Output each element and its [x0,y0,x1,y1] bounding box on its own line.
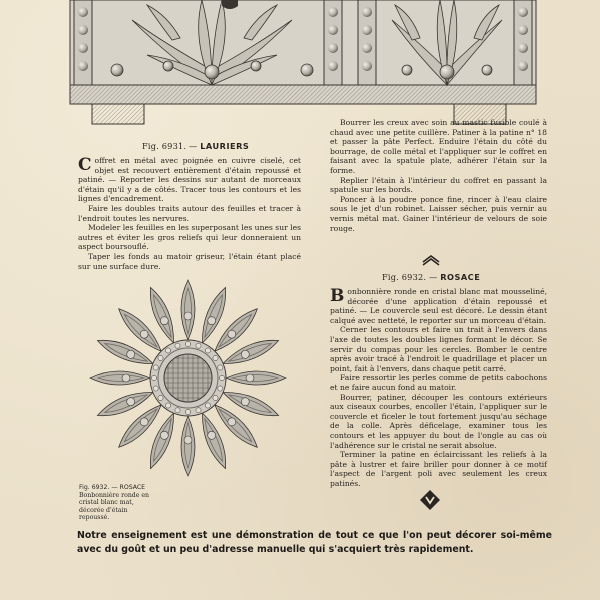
rosace-bead [153,365,158,370]
rosace-bead [213,395,218,400]
rosace-bead [158,395,163,400]
rosace-bead [213,355,218,360]
rosace-bead [218,365,223,370]
rosace-bead [205,348,210,353]
rosace-bead [196,343,201,348]
rosace-bead [205,403,210,408]
rosace-petal [90,371,150,385]
rosace-bead [219,375,224,380]
paragraph: Bourrer, patiner, découper les contours extérieurs aux ciseaux courbes, encoller l'étain, l'appliquer sur le couvercle et ficeler le tout fortement jusqu'au séchage de la colle. Après déficelage, examiner tous les contours et les appuyer du bout de l'ongle au cas où l'adhérence sur le cristal ne serait absolue. [330,392,547,450]
rosace-bead [151,375,156,380]
fig-number: Fig. 6932. — [382,272,438,282]
rosace-petal [226,371,286,385]
rosace-bead [175,408,180,413]
rosace-text [330,287,547,488]
rosace-bead [196,408,201,413]
paragraph: Poncer à la poudre ponce fine, rincer à l'eau claire sous le jet d'un robinet. Laisser sécher, puis vernir au vernis métal mat. Gainer l'intérieur de velours de soie rouge. [330,194,547,233]
fig-title: ROSACE [440,272,481,282]
rosace-bead [165,348,170,353]
paragraph: Terminer la patine en éclaircissant les reliefs à la pâte à lustrer et faire briller pour donner à ce motif l'aspect de l'argent poli avec seulement les creux patinés. [330,450,547,488]
small-caption-title: Fig. 6932. — ROSACE [79,484,146,491]
fig-6931-caption [142,141,249,151]
bead-column-mid-right [358,0,376,85]
paragraph: Modeler les feuilles en les superposant les unes sur les autres et éviter les gros reliefs qui leur donneraient un aspect boursouflé. [78,223,301,252]
paragraph: Bourrer les creux avec soin au mastic fusible coulé à chaud avec une petite cuillère. Patiner à la patine n° 18 et passer la pâte Perfect. Enduire l'étain du côté du bourrage, de colle métal et l'appliquer sur le coffret en faisant avec la spatule plate, adhérer l'étain sur la forme. [330,118,547,175]
drop-cap: B [330,286,345,306]
paragraph: Cerner les contours et faire un trait à l'envers dans l'axe de toutes les doubles lignes formant le décor. Se servir du compas pour les cercles. Bomber le centre après avoir tracé à l'endroit le quadrillage et placer un point, fait à l'envers, dans chaque petit carré. [330,325,547,373]
publisher-logo-icon [419,489,441,511]
paragraph: Replier l'étain à l'intérieur du coffret en passant la spatule sur les bords. [330,175,547,195]
rosace-petal [181,416,195,476]
footer-statement: Notre enseignement est une démonstration de tout ce que l'on peut décorer soi-même avec du goût et un peu d'adresse manuelle qui s'acquiert très rapidement. [77,530,552,555]
section-divider-icon [421,254,441,266]
bead-column-mid-left [324,0,342,85]
rosace-small-caption [79,484,159,522]
rosace-bead [175,343,180,348]
rosace-petal [181,280,195,340]
rosace-bead [165,403,170,408]
bead-column-left [74,0,92,85]
lauriers-engraving [62,0,544,125]
paragraph: Faire les doubles traits autour des feuilles et tracer à l'endroit toutes les nervures. [78,203,301,223]
rosace-bead [218,386,223,391]
fig-number: Fig. 6931. — [142,141,198,151]
paragraph-text: onbonnière ronde en cristal blanc mat mousseliné, décorée d'une application d'étain repoussé et patiné. — Le couvercle seul est décoré. Le dessin étant calqué avec netteté, le reporter sur un morceau d'étain. [330,287,547,325]
lauriers-text [78,156,301,271]
paragraph [330,287,547,325]
small-caption-body: Bonbonnière ronde en cristal blanc mat, décorée d'étain repoussé. [79,491,150,522]
paragraph: Taper les fonds au matoir griseur, l'étain étant placé sur une surface dure. [78,251,301,271]
bead-column-right [514,0,532,85]
rosace-bead [158,355,163,360]
rosace-bead [185,409,190,414]
rosace-illustration [88,278,288,478]
paragraph: Faire ressortir les perles comme de petits cabochons et ne faire aucun fond au matoir. [330,373,547,392]
paragraph-text: offret en métal avec poignée en cuivre ciselé, cet objet est recouvert entièrement d'étain repoussé et patiné. — Reporter les dessins sur autant de morceaux d'étain qu'il y a de côtés. Tracer tous les contours et les lignes d'encadrement. [78,156,301,204]
drop-cap: C [78,155,92,175]
paragraph [78,156,301,204]
rosace-bead [185,341,190,346]
fig-title: LAURIERS [200,141,250,151]
rosace-bead [153,386,158,391]
lauriers-text-continued [330,118,547,233]
fig-6932-caption [382,272,480,282]
